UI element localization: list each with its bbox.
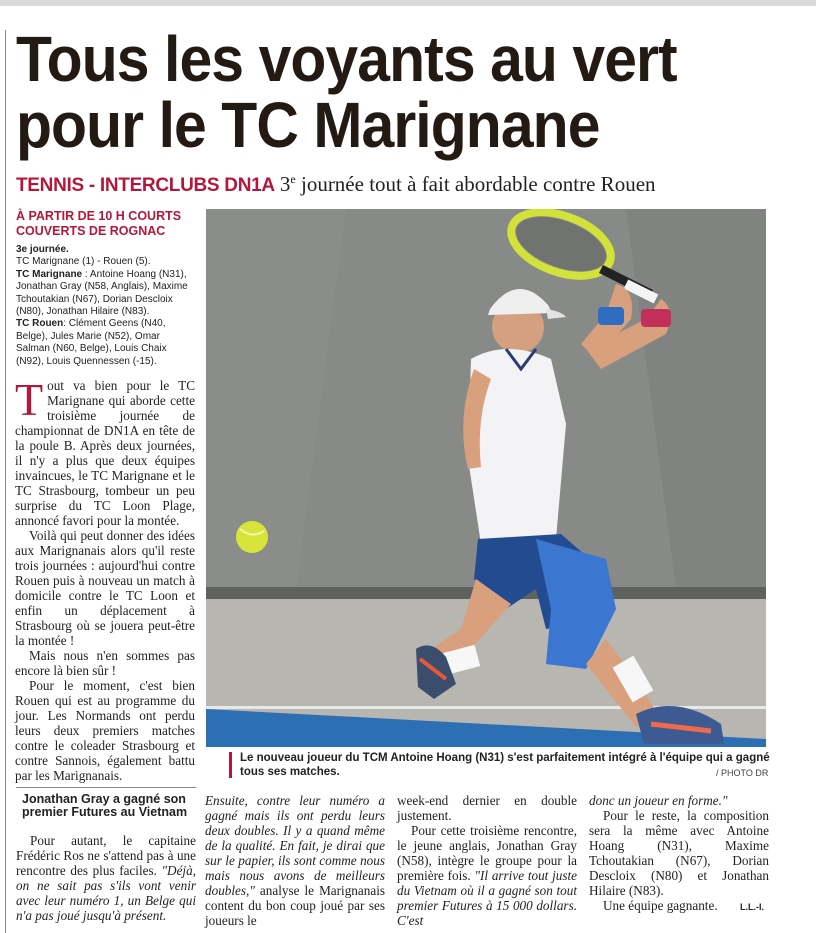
team2-players: : Clément Geens (N40, Belge), Jules Marie (N52), Omar Salman (N60, Belge), Louis Chaix (N92), Louis Quennessen (-15). [16, 318, 167, 367]
interheading-rule [16, 787, 196, 788]
headline-line-1: Tous les voyants au vert [16, 23, 677, 95]
paragraph-4: Pour le moment, c'est bien Rouen qui est au programme du jour. Les Normands ont perdu leurs deux premiers matches contre le coleader Strasbourg et contre Sannois, également battu par les Marignanais. [15, 678, 195, 783]
column-2-text: analyse le Marignanais content du bon coup joué par ses joueurs le [205, 883, 385, 928]
section-kicker: TENNIS - INTERCLUBS DN1A [16, 175, 275, 196]
match-line: TC Marignane (1) - Rouen (5). [16, 256, 151, 268]
interheading: Jonathan Gray a gagné son premier Futures au Vietnam [22, 792, 188, 819]
team1-label: TC Marignane [16, 268, 83, 280]
column-2-quote: Ensuite, contre leur numéro a gagné mais ils ont perdu leurs deux doubles. Il y a quand même de la qualité. En fait, je dirai que sur le papier, ils sont comme nous mais nous avons de meilleurs doubles," [205, 793, 385, 898]
paragraph-5-text: Pour autant, le capitaine Frédéric Ros ne s'attend pas à une rencontre des plus faciles. [16, 833, 196, 878]
deck [280, 172, 656, 196]
top-rule [0, 0, 816, 6]
photo-credit: / PHOTO DR [716, 768, 769, 778]
deck-sup: e [290, 172, 296, 186]
paragraph-5-quote: "Déjà, on ne sait pas s'ils vont venir avec leur numéro 1, un Belge qui n'a pas joué jusqu'à présent. [16, 863, 196, 923]
headline-line-2: pour le TC Marignane [16, 89, 600, 161]
column-4-paragraph-2: Pour le reste, la composition sera la même avec Antoine Hoang (N31), Maxime Tchoutakian (N67), Dorian Descloix (N80) et Jonathan Hilaire (N83). [589, 808, 769, 898]
article-column-1-bottom [16, 833, 196, 923]
headline [16, 23, 743, 161]
author-signature: L.L.-I. [740, 902, 764, 912]
article-column-2 [205, 793, 385, 928]
subhead [16, 172, 656, 197]
column-4-quote: donc un joueur en forme." [589, 793, 728, 808]
dropcap: T [15, 374, 44, 425]
column-3-text: Pour cette troisième rencontre, le jeune anglais, Jonathan Gray (N58), intègre le groupe pour la première fois. [397, 823, 577, 883]
paragraph-1: out va bien pour le TC Marignane qui aborde cette troisième journée de championnat de DN1A en tête de la poule B. Après deux journées, il n'y a plus que deux équipes invaincues, le TC Marignane et le TC Strasbourg, tombeur un peu surprise du TC Loon Plage, annoncé favori pour la montée. [15, 378, 195, 528]
team2-label: TC Rouen [16, 318, 64, 330]
team1-players: : Antoine Hoang (N31), Jonathan Gray (N58, Anglais), Maxime Tchoutakian (N67), Dorian Descloix (N80), Jonathan Hilaire (N83). [16, 268, 188, 318]
article-column-4 [589, 793, 769, 913]
left-column-rule [5, 30, 6, 933]
column-3-quote: "Il arrive tout juste du Vietnam où il a gagné son tout premier Futures à 15 000 dollars. C'est [397, 868, 577, 928]
paragraph-2: Voilà qui peut donner des idées aux Marignanais alors qu'il reste trois journées : aujourd'hui contre Rouen puis à nouveau un match à domicile contre le TC Loon et enfin un déplacement à Strasbourg où se jouera peut-être la montée ! [15, 528, 195, 648]
tennis-photo [206, 209, 766, 747]
info-box [16, 209, 196, 368]
deck-text: journée tout à fait abordable contre Rouen [295, 172, 656, 196]
column-3-paragraph-1: week-end dernier en double justement. [397, 793, 577, 823]
article-column-3 [397, 793, 577, 928]
info-box-title: À PARTIR DE 10 H COURTS COUVERTS DE ROGNAC [16, 209, 182, 238]
column-4-paragraph-3: Une équipe gagnante. [603, 898, 718, 913]
photo-caption: Le nouveau joueur du TCM Antoine Hoang (N31) s'est parfaitement intégré à l'équipe qui a gagné tous ses matches. [240, 752, 770, 778]
article-column-1 [15, 374, 195, 783]
deck-number: 3 [279, 172, 291, 196]
paragraph-3: Mais nous n'en sommes pas encore là bien sûr ! [15, 648, 195, 678]
round-label: 3e journée. [16, 244, 69, 255]
